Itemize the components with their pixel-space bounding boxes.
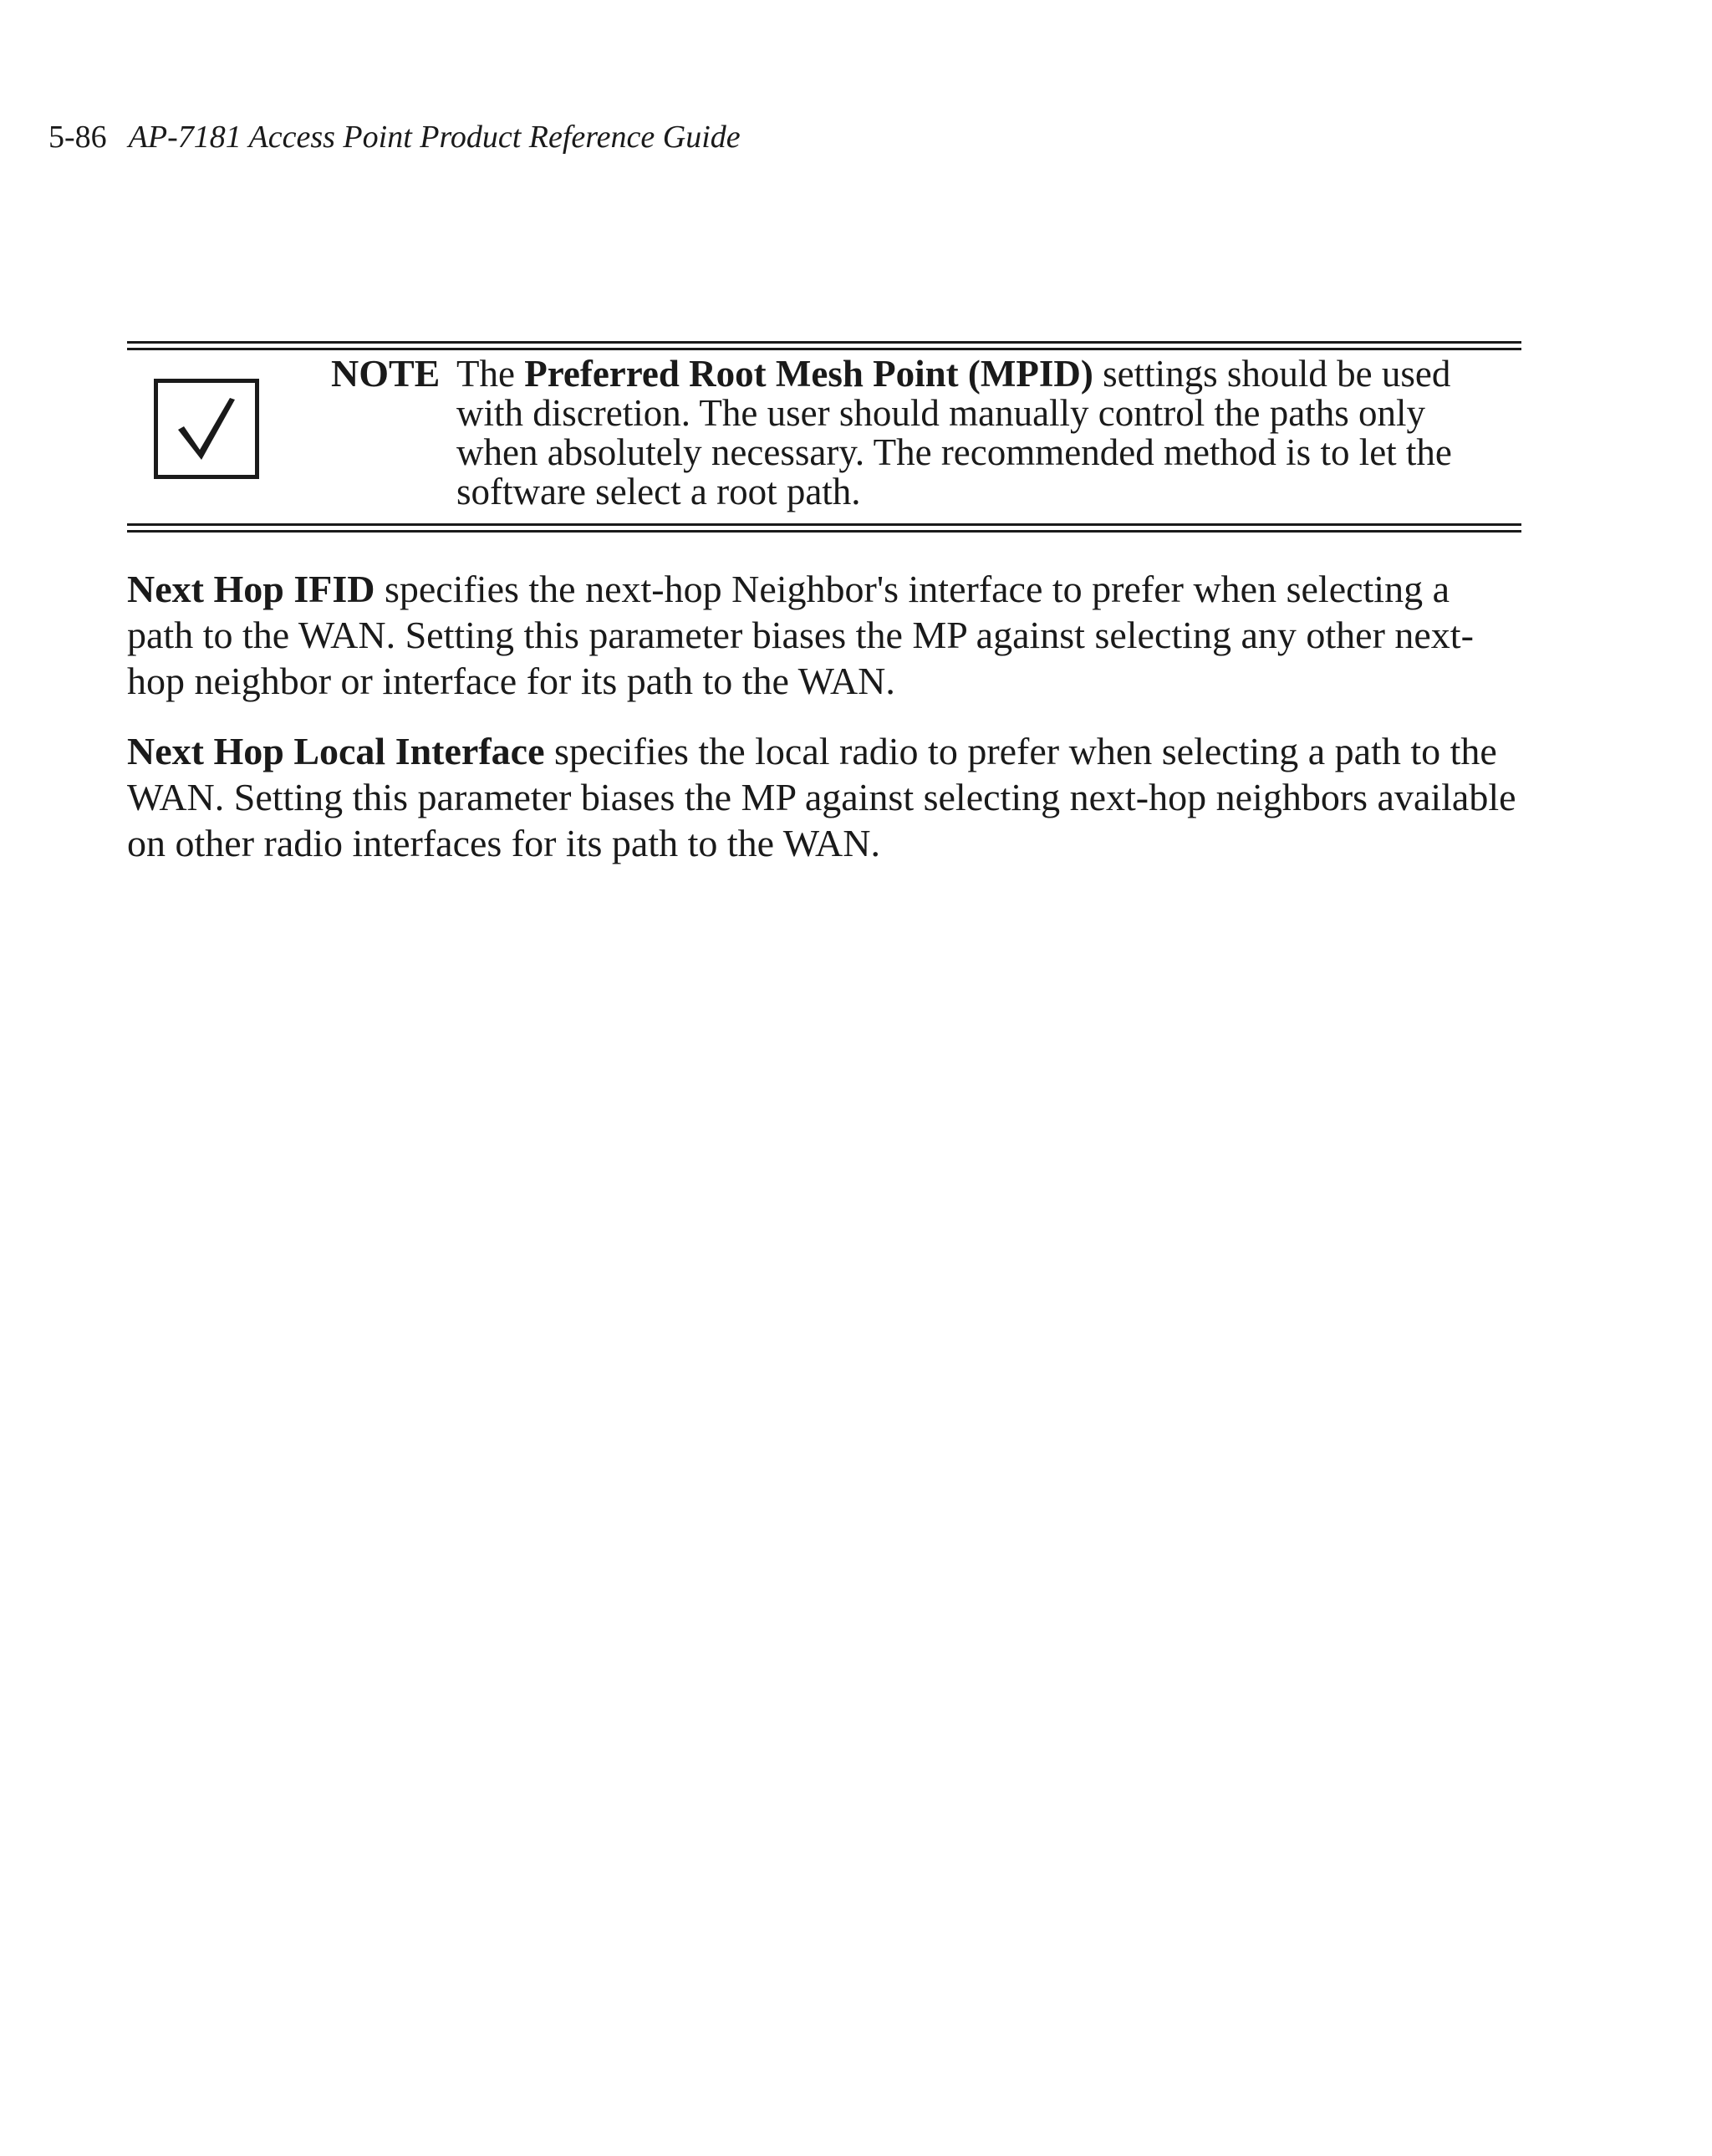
note-label: NOTE — [331, 352, 441, 395]
paragraph-body: specifies the local radio to prefer when selecting a path to the WAN. Setting this parameter biases the MP against selecting next-hop neighbors available on other radio interfaces for its path to the WAN. — [127, 730, 1516, 864]
note-text-bold: Preferred Root Mesh Point (MPID) — [524, 353, 1093, 395]
paragraph-term: Next Hop Local Interface — [127, 730, 545, 772]
note-box — [127, 341, 1521, 533]
paragraph-term: Next Hop IFID — [127, 568, 375, 610]
note-text — [456, 354, 1510, 512]
paragraph-next-hop-ifid — [127, 566, 1521, 704]
paragraph-next-hop-local-interface — [127, 728, 1521, 866]
note-top-rule — [127, 341, 1521, 350]
page-header — [48, 117, 741, 157]
paragraph-body: specifies the next-hop Neighbor's interface to prefer when selecting a path to the WAN. Setting this parameter biases the MP against selecting any other next-hop neighbor or interface for its path to the WAN. — [127, 568, 1474, 702]
page-number: 5-86 — [48, 120, 107, 155]
note-text-intro: The — [456, 353, 525, 395]
note-bottom-rule — [127, 523, 1521, 533]
checkmark-icon — [158, 383, 255, 475]
checkmark-box-icon — [154, 379, 259, 479]
note-text-rest: settings should be used with discretion. The user should manually control the paths only when absolutely necessary. The recommended method is to let the software select a root path. — [456, 353, 1452, 512]
guide-title: AP-7181 Access Point Product Reference Guide — [128, 120, 741, 155]
